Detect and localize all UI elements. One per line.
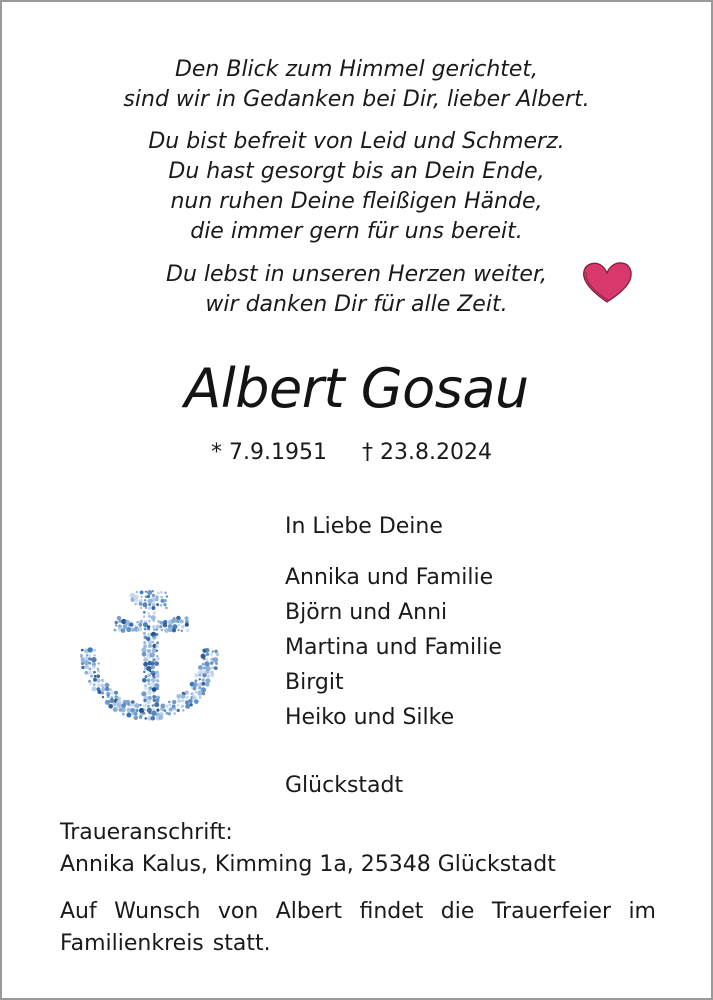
anchor-dot — [153, 628, 156, 631]
anchor-dot — [148, 603, 151, 606]
anchor-dot — [160, 591, 162, 593]
anchor-dot — [203, 667, 206, 670]
anchor-dot — [153, 611, 157, 615]
anchor-dot — [134, 598, 138, 602]
anchor-dot — [181, 630, 184, 633]
poem-line: sind wir in Gedanken bei Dir, lieber Albert. — [123, 87, 590, 112]
anchor-dot — [114, 691, 118, 695]
anchor-dot — [214, 666, 218, 670]
anchor-dot — [118, 697, 121, 700]
anchor-dot — [139, 716, 142, 719]
anchor-dot — [140, 596, 142, 598]
anchor-dot — [94, 675, 97, 678]
anchor-dot — [117, 703, 122, 708]
anchor-dot — [203, 657, 206, 660]
anchor-dot — [168, 701, 171, 704]
anchor-dot — [172, 700, 176, 704]
anchor-dot — [139, 704, 141, 706]
anchor-dot — [197, 690, 202, 695]
anchor-dot — [199, 674, 202, 677]
anchor-dot — [185, 623, 189, 627]
anchor-dot — [205, 648, 210, 653]
anchor-dot — [152, 603, 156, 607]
anchor-dot — [147, 673, 151, 677]
anchor-dot — [150, 652, 155, 657]
poem-stanza-1 — [0, 55, 713, 115]
anchor-dot — [184, 616, 188, 620]
anchor-dot — [150, 682, 155, 687]
anchor-dot — [172, 624, 177, 629]
poem-line: Du bist befreit von Leid und Schmerz. — [148, 129, 565, 154]
anchor-dot — [144, 687, 147, 690]
anchor-dot — [135, 709, 138, 712]
anchor-dot — [205, 683, 209, 687]
anchor-dot — [216, 652, 220, 656]
anchor-dot — [159, 625, 162, 628]
anchor-dot — [148, 644, 152, 648]
anchor-dot — [148, 686, 152, 690]
anchor-dot — [145, 591, 147, 593]
anchor-dot — [164, 592, 167, 595]
anchor-dot — [151, 716, 156, 721]
anchor-dot — [115, 624, 117, 626]
anchor-dot — [152, 641, 155, 644]
death-date: † 23.8.2024 — [362, 440, 492, 465]
anchor-dot — [185, 690, 189, 694]
anchor-dot — [178, 624, 181, 627]
anchor-dot — [202, 663, 205, 666]
anchor-dot — [166, 595, 168, 597]
anchor-dot — [105, 683, 110, 688]
anchor-dot — [107, 695, 110, 698]
birth-date: * 7.9.1951 — [211, 440, 327, 465]
anchor-dot — [113, 703, 117, 707]
anchor-dot — [130, 623, 134, 627]
anchor-dot — [109, 688, 112, 691]
anchor-dot — [143, 671, 145, 673]
poem-line: Den Blick zum Himmel gerichtet, — [174, 57, 539, 82]
anchor-dot — [130, 708, 135, 713]
anchor-dot — [98, 662, 100, 664]
anchor-dot — [130, 598, 134, 602]
anchor-dot — [137, 627, 142, 632]
anchor-dot — [155, 625, 159, 629]
anchor-dot — [88, 654, 91, 657]
poem-line: nun ruhen Deine fleißigen Hände, — [170, 189, 543, 214]
anchor-dot — [85, 671, 89, 675]
anchor-dot — [152, 695, 156, 699]
anchor-dot — [148, 615, 151, 618]
deceased-name: Albert Gosau — [184, 357, 529, 420]
anchor-dot — [89, 662, 92, 665]
anchor-dot — [97, 679, 101, 683]
anchor-dot — [143, 611, 146, 614]
anchor-dot — [143, 615, 146, 618]
anchor-dot — [140, 591, 144, 595]
anchor-dot — [201, 682, 205, 686]
anchor-dot — [207, 674, 210, 677]
anchor-dot — [152, 625, 155, 628]
anchor-dot — [88, 647, 93, 652]
anchor-dot — [151, 597, 156, 602]
anchor-dot — [157, 592, 160, 595]
anchor-dot — [96, 674, 100, 678]
anchor-dot — [144, 599, 146, 601]
anchor-dot — [151, 606, 155, 610]
anchor-dot — [210, 653, 213, 656]
anchor-dot — [81, 662, 84, 665]
anchor-dot — [186, 696, 189, 699]
anchor-dot — [92, 686, 97, 691]
anchor-dot — [143, 708, 146, 711]
anchor-dot — [212, 650, 214, 652]
anchor-dot — [155, 673, 160, 678]
anchor-dot — [151, 615, 156, 620]
anchor-dot — [143, 712, 146, 715]
anchor-dot — [160, 604, 163, 607]
anchor-dot — [177, 704, 180, 707]
anchor-dot — [108, 704, 113, 709]
anchor-dot — [180, 619, 184, 623]
anchor-dot — [143, 641, 146, 644]
anchor-dot — [156, 641, 159, 644]
anchor-dot — [149, 712, 152, 715]
anchor-dot — [134, 703, 139, 708]
anchor-dot — [134, 716, 139, 721]
anchor-dot — [147, 679, 151, 683]
anchor-dot — [123, 624, 128, 629]
poem-line: wir danken Dir für alle Zeit. — [205, 292, 508, 317]
anchor-dot — [155, 699, 159, 703]
anchor-dot — [155, 598, 158, 601]
anchor-dot — [152, 594, 155, 597]
anchor-dot — [181, 705, 184, 708]
anchor-dot — [121, 628, 126, 633]
anchor-dot — [93, 671, 96, 674]
anchor-dot — [147, 649, 151, 653]
anchor-dot — [156, 650, 158, 652]
mourners-block — [285, 509, 502, 803]
anchor-dot — [140, 607, 142, 609]
anchor-dot — [89, 682, 92, 685]
anchor-dot — [159, 621, 163, 625]
anchor-dot — [147, 690, 152, 695]
anchor-dot — [154, 661, 159, 666]
anchor-dot — [102, 696, 104, 698]
anchor-dot — [136, 591, 138, 593]
anchor-dot — [143, 632, 146, 635]
anchor-dot — [88, 671, 93, 676]
anchor-dot — [160, 596, 163, 599]
anchor-dot — [177, 629, 179, 631]
anchor-dot — [156, 679, 159, 682]
anchor-dot — [92, 665, 95, 668]
anchor-dot — [155, 645, 159, 649]
anchor-dot — [213, 657, 218, 662]
anchor-dot — [151, 677, 156, 682]
anchor-dot — [101, 687, 105, 691]
anchor-dot — [205, 678, 210, 683]
anchor-dot — [163, 623, 168, 628]
anchor-dot — [156, 655, 158, 657]
anchor-dot — [126, 713, 131, 718]
anchor-dot — [155, 633, 158, 636]
anchor-dot — [101, 679, 104, 682]
anchor-dot — [182, 709, 184, 711]
anchor-dot — [139, 602, 143, 606]
poem-line: die immer gern für uns bereit. — [190, 219, 523, 244]
mourning-address — [60, 817, 556, 881]
anchor-dot — [88, 657, 91, 660]
anchor-dot — [139, 620, 143, 624]
anchor-dot — [115, 621, 118, 624]
anchor-dot — [156, 687, 159, 690]
anchor-dot — [81, 649, 84, 652]
anchor-dot — [101, 684, 105, 688]
anchor-dot — [156, 709, 159, 712]
anchor-dot — [171, 618, 176, 623]
anchor-dot — [152, 658, 155, 661]
anchor-dot — [148, 607, 151, 610]
anchor-dot — [145, 717, 147, 719]
anchor-dot — [177, 709, 180, 712]
mourner-name: Björn und Anni — [285, 600, 448, 625]
anchor-dot — [142, 602, 147, 607]
anchor-dot — [206, 653, 209, 656]
anchor-dot — [199, 696, 202, 699]
anchor-dot — [142, 652, 147, 657]
funeral-note: Auf Wunsch von Albert findet die Trauerfeier im Familienkreis statt. — [60, 899, 656, 956]
anchor-dot — [154, 702, 159, 707]
anchor-dot — [91, 657, 96, 662]
anchor-dot — [193, 682, 198, 687]
anchor-dot — [201, 669, 206, 674]
mourners-intro: In Liebe Deine — [285, 514, 443, 539]
anchor-dot — [97, 683, 101, 687]
anchor-dot — [161, 629, 164, 632]
anchor-dot — [93, 678, 97, 682]
anchor-dot — [114, 695, 118, 699]
anchor-dot — [93, 683, 96, 686]
mourners-place: Glückstadt — [285, 773, 404, 798]
anchor-dot — [193, 687, 197, 691]
anchor-dot — [156, 657, 160, 661]
anchor-dot — [109, 698, 114, 703]
mourner-name: Heiko und Silke — [285, 705, 455, 730]
anchor-dot — [188, 699, 193, 704]
anchor-dot — [121, 707, 126, 712]
anchor-dot — [143, 703, 147, 707]
anchor-dot — [141, 647, 146, 652]
address-line: Annika Kalus, Kimming 1a, 25348 Glückstadt — [60, 852, 556, 877]
anchor-dot — [93, 649, 96, 652]
anchor-dot — [113, 707, 118, 712]
address-label: Traueranschrift: — [60, 820, 233, 845]
anchor-dot — [146, 699, 151, 704]
anchor-dot — [126, 627, 131, 632]
anchor-dot — [199, 678, 201, 680]
anchor-dot — [164, 709, 167, 712]
anchor-dot — [153, 692, 155, 694]
anchor-dot — [152, 704, 155, 707]
heart-icon — [580, 259, 634, 305]
anchor-dot — [147, 627, 150, 630]
anchor-dot — [163, 603, 166, 606]
poem-line: Du lebst in unseren Herzen weiter, — [166, 262, 547, 287]
anchor-dot — [152, 635, 157, 640]
anchor-dot — [147, 682, 150, 685]
anchor-dot — [84, 665, 89, 670]
anchor-dot — [205, 670, 209, 674]
anchor-dot — [144, 628, 147, 631]
anchor-dot — [176, 619, 180, 623]
anchor-dot — [97, 670, 100, 673]
anchor-dot — [134, 712, 138, 716]
anchor-dot — [169, 704, 171, 706]
poem-line: Du hast gesorgt bis an Dein Ende, — [168, 159, 545, 184]
anchor-dot — [173, 707, 176, 710]
anchor-dot — [152, 590, 154, 592]
anchor-dot — [147, 705, 150, 708]
anchor-dot — [89, 668, 92, 671]
anchor-dot — [94, 654, 96, 656]
anchor-dot — [164, 599, 167, 602]
anchor-dot — [147, 590, 152, 595]
anchor-dot — [134, 603, 137, 606]
anchor-dot — [128, 704, 131, 707]
anchor-dot — [176, 694, 181, 699]
anchor-dot — [98, 690, 102, 694]
anchor-dot — [143, 657, 148, 662]
anchor-dot — [101, 691, 104, 694]
anchor-dot — [105, 687, 109, 691]
anchor-dot — [156, 628, 158, 630]
anchor-dot — [131, 703, 135, 707]
anchor-dot — [210, 673, 214, 677]
anchor-dot — [151, 665, 155, 669]
anchor-dot — [145, 607, 147, 609]
anchor-dot — [194, 699, 199, 704]
anchor-dot — [202, 678, 205, 681]
anchor-dot — [169, 707, 173, 711]
anchor-dot — [206, 658, 209, 661]
anchor-dot — [150, 661, 154, 665]
anchor-dot — [181, 625, 185, 629]
anchor-dot — [144, 684, 147, 687]
anchor-dot — [195, 673, 199, 677]
anchor-icon — [80, 586, 220, 732]
poem-stanza-2 — [0, 127, 713, 247]
anchor-dot — [153, 620, 155, 622]
mourner-name: Annika und Familie — [285, 565, 494, 590]
anchor-dot — [148, 620, 151, 623]
anchor-dot — [138, 623, 142, 627]
anchor-dot — [105, 700, 110, 705]
anchor-dot — [177, 699, 181, 703]
anchor-dot — [148, 612, 150, 614]
anchor-dot — [81, 666, 84, 669]
anchor-dot — [168, 712, 171, 715]
anchor-dot — [174, 712, 177, 715]
anchor-dot — [80, 654, 83, 658]
anchor-dot — [215, 662, 218, 665]
anchor-dot — [136, 621, 139, 624]
anchor-dot — [165, 607, 168, 610]
anchor-dot — [185, 704, 190, 709]
anchor-dot — [156, 603, 159, 606]
anchor-dot — [202, 673, 206, 677]
anchor-dot — [190, 692, 193, 695]
anchor-dot — [186, 629, 190, 633]
anchor-dot — [195, 691, 198, 694]
anchor-dot — [122, 713, 125, 716]
anchor-dot — [194, 679, 197, 682]
anchor-dot — [142, 678, 147, 683]
anchor-dot — [210, 661, 214, 665]
anchor-dot — [114, 629, 117, 632]
anchor-dot — [190, 703, 193, 706]
mourner-name: Birgit — [285, 670, 344, 695]
anchor-dot — [181, 694, 186, 699]
anchor-dot — [110, 691, 114, 695]
anchor-dot — [147, 595, 150, 598]
anchor-dot — [181, 699, 184, 702]
anchor-dot — [90, 675, 93, 678]
anchor-dot — [143, 662, 148, 667]
anchor-dot — [145, 675, 148, 678]
anchor-dot — [159, 715, 164, 720]
anchor-dot — [165, 704, 169, 708]
anchor-dot — [202, 692, 205, 695]
anchor-dot — [152, 708, 155, 711]
anchor-dot — [152, 687, 157, 692]
anchor-dot — [172, 628, 176, 632]
mourner-name: Martina und Familie — [285, 635, 502, 660]
